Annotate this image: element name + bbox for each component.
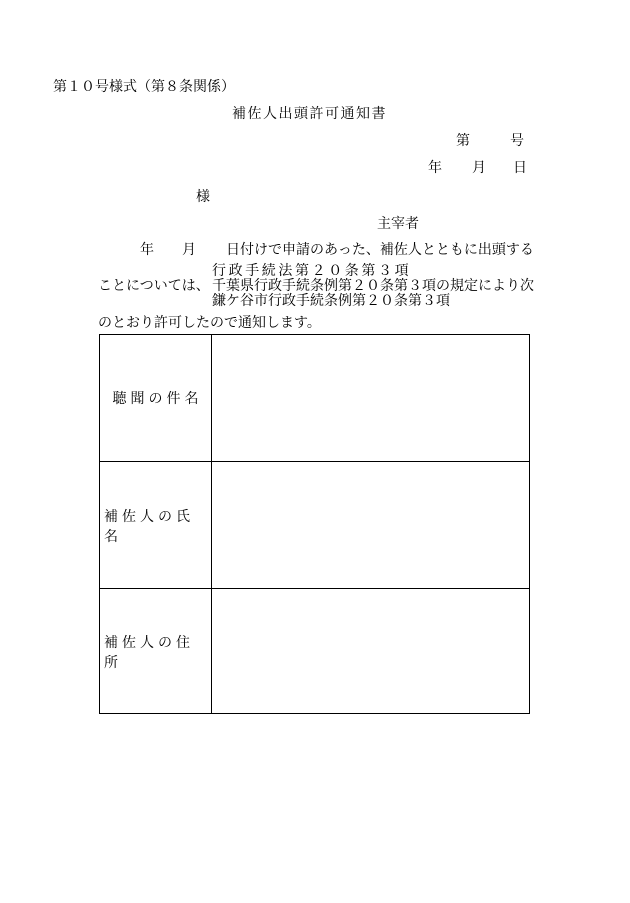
- body-line-2-lead: ことについては、: [98, 278, 210, 294]
- body-year: 年: [140, 242, 154, 258]
- date-day: 日: [513, 160, 527, 176]
- body-line-1-text: 日付けで申請のあった、補佐人とともに出頭する: [226, 242, 534, 258]
- table-row: [100, 335, 529, 461]
- date-month: 月: [472, 160, 486, 176]
- assistant-address-label: 補佐人の住所: [100, 589, 212, 714]
- body-month: 月: [182, 242, 196, 258]
- law-option-prefecture: 千葉県行政手続条例第２０条第３項の規定により次: [212, 278, 534, 294]
- assistant-name-value[interactable]: [212, 462, 529, 589]
- number-suffix: 号: [510, 133, 524, 149]
- date-year: 年: [428, 160, 442, 176]
- details-table: [99, 334, 530, 714]
- document-title: 補佐人出頭許可通知書: [232, 106, 387, 122]
- law-option-national: 行政手続法第２０条第３項: [212, 263, 412, 279]
- addressee-suffix: 様: [196, 189, 210, 205]
- table-row: [100, 588, 529, 714]
- form-id: 第１０号様式（第８条関係）: [53, 79, 235, 95]
- body-line-3: のとおり許可したので通知します。: [98, 315, 321, 331]
- sender: 主宰者: [377, 216, 419, 232]
- hearing-subject-label: 聴聞の件名: [100, 335, 212, 461]
- law-option-city: 鎌ケ谷市行政手続条例第２０条第３項: [212, 293, 450, 309]
- number-prefix: 第: [456, 133, 470, 149]
- assistant-address-value[interactable]: [212, 589, 529, 714]
- hearing-subject-value[interactable]: [212, 335, 529, 461]
- assistant-name-label: 補佐人の氏名: [100, 462, 212, 589]
- table-row: [100, 461, 529, 589]
